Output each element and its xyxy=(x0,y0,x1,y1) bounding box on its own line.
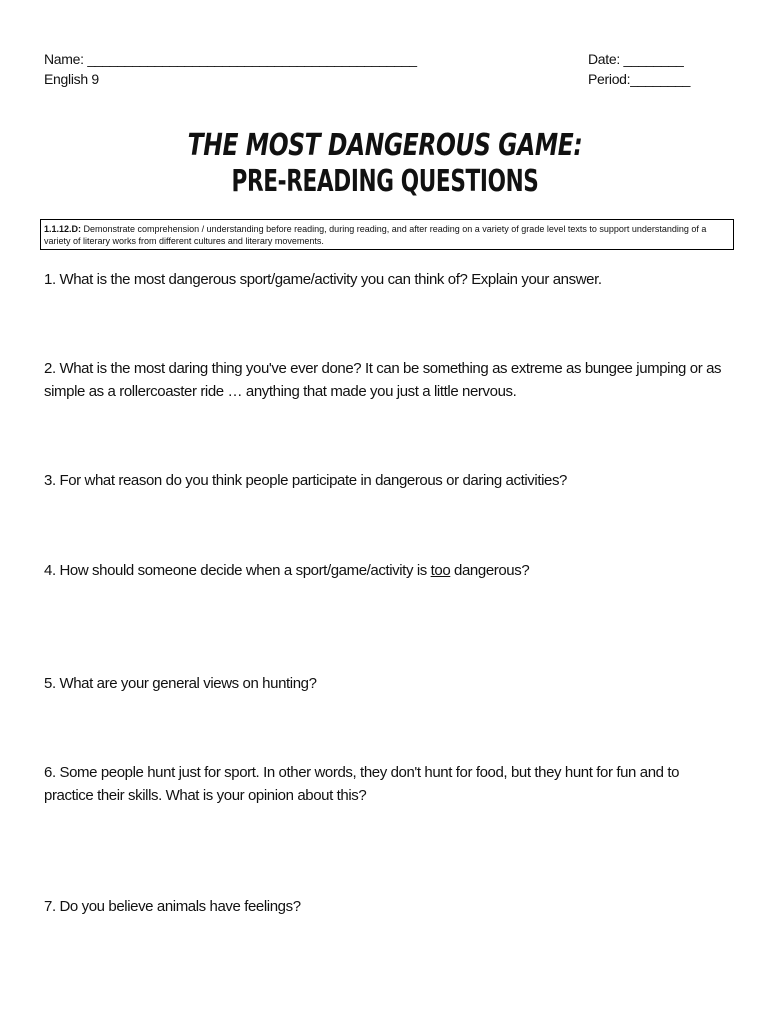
question-6: 6. Some people hunt just for sport. In other words, they don't hunt for food, but they hunt for fun and to practice their skills. What is your opinion about this? xyxy=(44,764,680,804)
date-field-label: Date: ________ xyxy=(588,51,684,67)
period-field-label: Period:________ xyxy=(588,71,691,87)
question-5: 5. What are your general views on hunting? xyxy=(44,675,317,692)
date-period-info xyxy=(588,49,690,89)
question-4 xyxy=(44,559,724,582)
standard-code: 1.1.12.D: xyxy=(44,224,82,234)
question-4-end: dangerous? xyxy=(450,562,530,579)
question-3: 3. For what reason do you think people participate in dangerous or daring activities? xyxy=(44,472,567,489)
standard-box xyxy=(40,219,734,250)
standard-text: Demonstrate comprehension / understanding before reading, during reading, and after reading on a variety of grade level texts to support understanding of a variety of literary works from different cultures and literary movements. xyxy=(44,224,707,246)
title-line-2: PRE-READING QUESTIONS xyxy=(231,164,539,199)
student-info xyxy=(44,49,417,89)
question-2: 2. What is the most daring thing you've ever done? It can be something as extreme as bungee jumping or as simple as a rollercoaster ride … anything that made you just a little nervous. xyxy=(44,360,722,400)
question-1: 1. What is the most dangerous sport/game/activity you can think of? Explain your answer. xyxy=(44,271,602,288)
worksheet-title xyxy=(0,128,770,200)
name-field-label: Name: ____________________________________________ xyxy=(44,51,417,67)
question-4-start: 4. How should someone decide when a sport/game/activity is xyxy=(44,562,431,579)
question-4-emphasis: too xyxy=(430,562,451,579)
question-7: 7. Do you believe animals have feelings? xyxy=(44,898,301,915)
title-line-1: THE MOST DANGEROUS GAME: xyxy=(187,128,583,163)
class-label: English 9 xyxy=(44,71,99,87)
